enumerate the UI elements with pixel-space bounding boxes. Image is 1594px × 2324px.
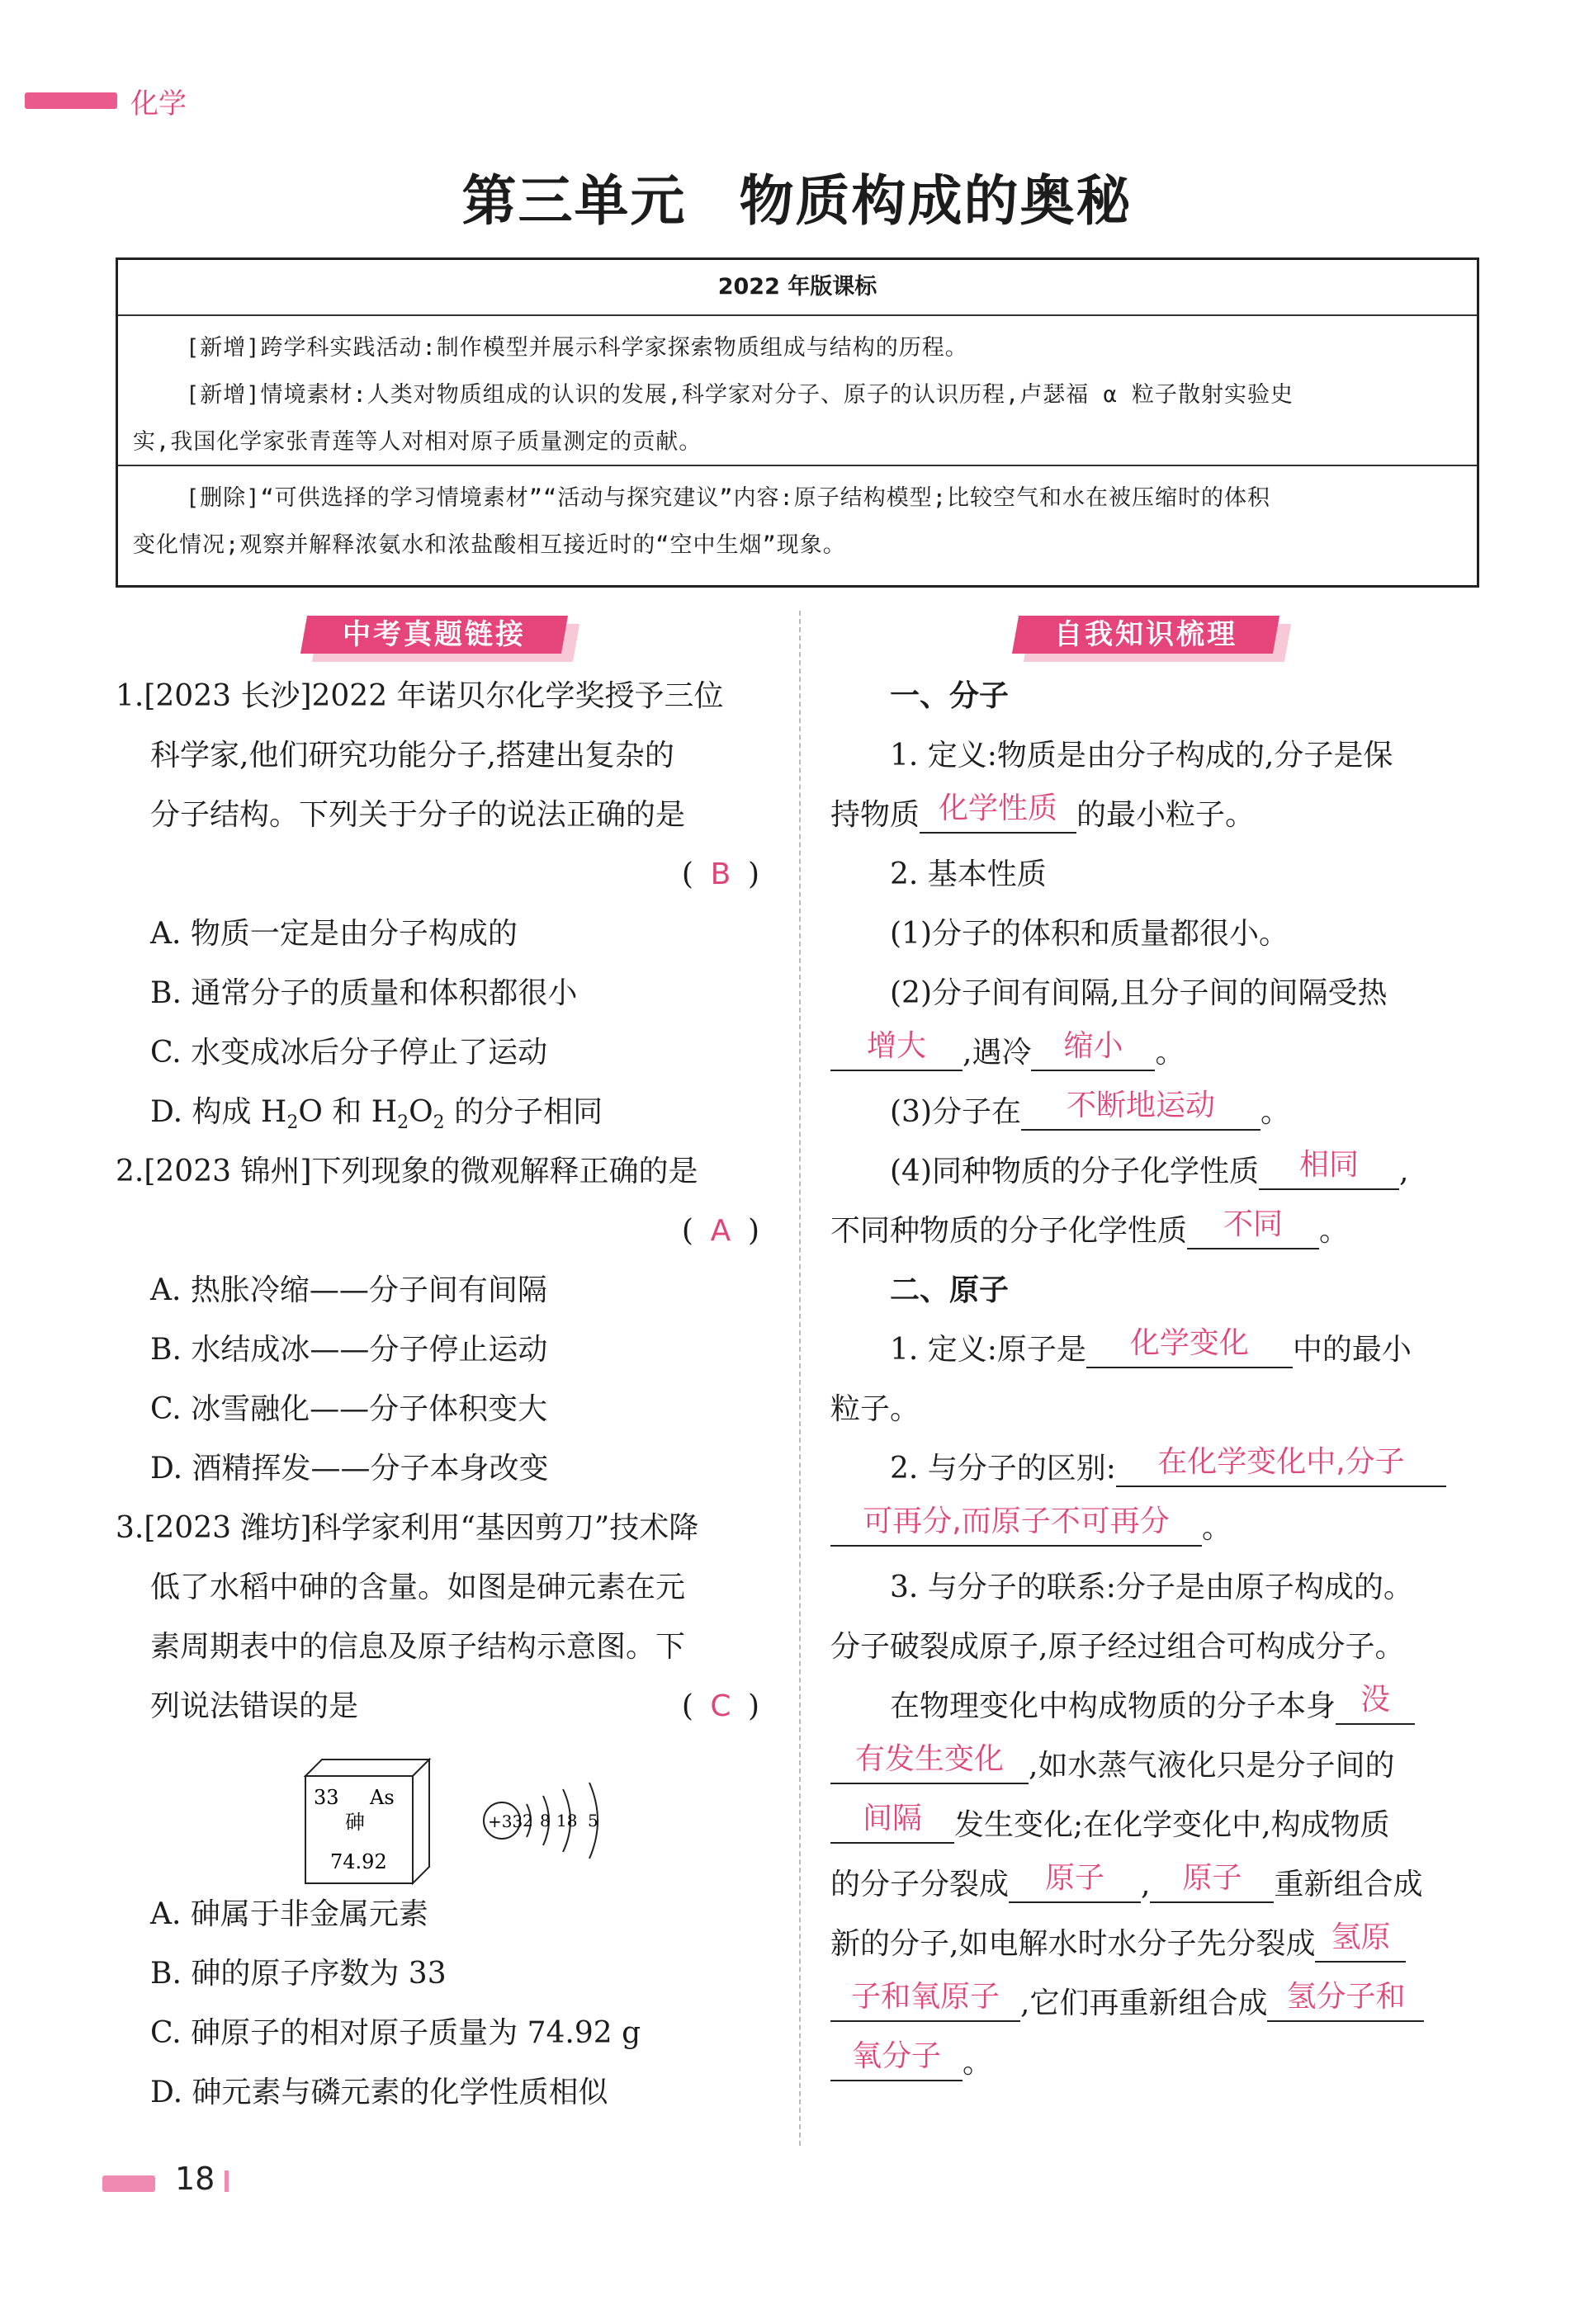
option: C. 水变成冰后分子停止了运动 [150, 1036, 548, 1070]
standard-line: [新增]跨学科实践活动:制作模型并展示科学家探索物质组成与结构的历程。 [186, 335, 968, 361]
option: B. 通常分子的质量和体积都很小 [150, 976, 578, 1010]
answer-blank: 增大 [830, 1023, 963, 1071]
standard-deletions [118, 466, 1477, 569]
standard-line: 变化情况;观察并解释浓氨水和浓盐酸相互接近时的“空中生烟”现象。 [133, 532, 846, 558]
option: B. 砷的原子序数为 33 [150, 1957, 447, 1991]
page-number: 18 [175, 2161, 215, 2197]
shell-electrons: 2 [523, 1811, 533, 1830]
text-line: 在物理变化中构成物质的分子本身 没 [830, 1677, 1483, 1736]
subject-label: 化学 [130, 87, 187, 120]
answer-blank: 间隔 [830, 1796, 954, 1844]
question-1-answer: ( B ) [116, 845, 768, 905]
section-heading: 二、原子 [890, 1273, 1010, 1307]
answer-letter: C [710, 1689, 731, 1723]
standard-line: [新增]情境素材:人类对物质组成的认识的发展,科学家对分子、原子的认识历程,卢瑟福 α 粒子散射实验史 [186, 382, 1294, 408]
text-line: 1. 定义:物质是由分子构成的,分子是保 [890, 739, 1393, 772]
text-line: (4)同种物质的分子化学性质 相同 , [830, 1142, 1483, 1202]
text-line: 3. 与分子的联系:分子是由原子构成的。 [890, 1571, 1413, 1604]
knowledge-review-title: 自我知识梳理 [1054, 618, 1237, 651]
question-3-line: 列说法错误的是 ( C ) [116, 1677, 768, 1736]
text-line: 2. 基本性质 [890, 857, 1047, 891]
unit-name: 物质构成的奥秘 [739, 169, 1133, 233]
exam-questions [116, 667, 768, 2123]
question-3-answer: ( C ) [682, 1677, 759, 1736]
atomic-number: 33 [314, 1786, 339, 1809]
question-3-line: 3.[2023 潍坊]科学家利用“基因剪刀”技术降 [116, 1511, 699, 1545]
option: B. 水结成冰——分子停止运动 [150, 1333, 548, 1367]
answer-blank: 化学变化 [1086, 1320, 1293, 1368]
question-1-line: 1.[2023 长沙]2022 年诺贝尔化学奖授予三位 [116, 679, 724, 713]
text-line: 子和氧原子 ,它们再重新组合成 氢分子和 [830, 1974, 1483, 2034]
answer-letter: B [710, 857, 731, 891]
page-color-bar [102, 2175, 155, 2192]
subject-color-bar [25, 92, 117, 109]
answer-blank: 原子 [1009, 1855, 1141, 1903]
answer-blank: 氢原 [1315, 1915, 1406, 1963]
text-line: 增大 ,遇冷 缩小 。 [830, 1023, 1483, 1083]
option: A. 砷属于非金属元素 [150, 1897, 428, 1931]
shell-electrons: 8 [540, 1811, 551, 1830]
answer-blank: 相同 [1259, 1142, 1399, 1190]
option: C. 砷原子的相对原子质量为 74.92 g [150, 2016, 641, 2050]
unit-number: 第三单元 [461, 169, 687, 233]
option: D. 酒精挥发——分子本身改变 [150, 1452, 549, 1486]
answer-blank: 可再分,而原子不可再分 [830, 1499, 1202, 1547]
option: D. 构成 $H_2O$ 和 $H_2O_2$ 的分子相同 [150, 1095, 603, 1134]
column-divider [799, 611, 801, 2146]
page-tick-mark [225, 2170, 229, 2192]
question-2-answer: ( A ) [116, 1202, 768, 1261]
text-line: 的分子分裂成 原子 , 原子 重新组合成 [830, 1855, 1483, 1915]
text-line: 可再分,而原子不可再分 。 [830, 1499, 1483, 1558]
answer-blank: 不同 [1187, 1202, 1319, 1249]
answer-blank: 在化学变化中,分子 [1116, 1439, 1446, 1487]
exam-links-title: 中考真题链接 [343, 618, 526, 651]
question-1-line: 科学家,他们研究功能分子,搭建出复杂的 [150, 739, 674, 772]
knowledge-review [830, 667, 1483, 2093]
standard-additions [118, 316, 1477, 466]
answer-blank: 有发生变化 [830, 1736, 1029, 1784]
answer-blank: 子和氧原子 [830, 1974, 1020, 2022]
knowledge-review-banner [1015, 616, 1288, 662]
answer-blank: 氧分子 [830, 2034, 963, 2081]
relative-atomic-mass: 74.92 [330, 1850, 387, 1873]
exam-links-banner [304, 616, 576, 662]
element-name: 砷 [345, 1811, 365, 1834]
option: A. 物质一定是由分子构成的 [150, 917, 518, 951]
text-line: 新的分子,如电解水时水分子先分裂成 氢原 [830, 1915, 1483, 1974]
answer-blank: 不断地运动 [1021, 1083, 1261, 1131]
text-line: 不同种物质的分子化学性质 不同 。 [830, 1202, 1483, 1261]
question-3-line: 低了水稻中砷的含量。如图是砷元素在元 [150, 1571, 686, 1604]
section-heading: 一、分子 [890, 679, 1010, 713]
text-line: 1. 定义:原子是 化学变化 中的最小 [830, 1320, 1483, 1380]
text-line: 2. 与分子的区别: 在化学变化中,分子 [830, 1439, 1483, 1499]
text-line: 分子破裂成原子,原子经过组合可构成分子。 [830, 1630, 1405, 1664]
answer-blank: 化学性质 [920, 786, 1076, 834]
shell-electrons: 18 [556, 1811, 578, 1830]
atomic-structure-diagram [484, 1783, 598, 1859]
element-symbol: As [370, 1786, 395, 1809]
text-line: 间隔 发生变化;在化学变化中,构成物质 [830, 1796, 1483, 1855]
standard-heading: 2022 年版课标 [118, 260, 1477, 316]
text-line: (1)分子的体积和质量都很小。 [890, 917, 1289, 951]
answer-letter: A [710, 1214, 731, 1248]
answer-blank: 原子 [1150, 1855, 1274, 1903]
option: A. 热胀冷缩——分子间有间隔 [150, 1273, 547, 1307]
text-line: 氧分子 。 [830, 2034, 1483, 2093]
question-2-line: 2.[2023 锦州]下列现象的微观解释正确的是 [116, 1155, 698, 1188]
option: D. 砷元素与磷元素的化学性质相似 [150, 2076, 608, 2109]
unit-title [0, 157, 1594, 235]
option: C. 冰雪融化——分子体积变大 [150, 1392, 548, 1426]
text-line: 粒子。 [830, 1392, 920, 1426]
nucleus-charge: +33 [488, 1811, 523, 1831]
shell-electrons: 5 [588, 1811, 598, 1830]
answer-blank: 没 [1336, 1677, 1415, 1725]
question-1-line: 分子结构。下列关于分子的说法正确的是 [150, 798, 686, 832]
text-line: (2)分子间有间隔,且分子间的间隔受热 [890, 976, 1388, 1010]
question-3-line: 素周期表中的信息及原子结构示意图。下 [150, 1630, 686, 1664]
standard-line: [删除]“可供选择的学习情境素材”“活动与探究建议”内容:原子结构模型;比较空气和水在被压缩时的体积 [186, 485, 1271, 511]
curriculum-standard-box [116, 257, 1479, 588]
text-line: 持物质 化学性质 的最小粒子。 [830, 786, 1483, 845]
standard-line: 实,我国化学家张青莲等人对相对原子质量测定的贡献。 [133, 429, 702, 455]
answer-blank: 氢分子和 [1267, 1974, 1424, 2022]
text-line: (3)分子在 不断地运动 。 [830, 1083, 1483, 1142]
arsenic-element-figure [272, 1746, 619, 1895]
text-line: 有发生变化 ,如水蒸气液化只是分子间的 [830, 1736, 1483, 1796]
answer-blank: 缩小 [1031, 1023, 1155, 1071]
